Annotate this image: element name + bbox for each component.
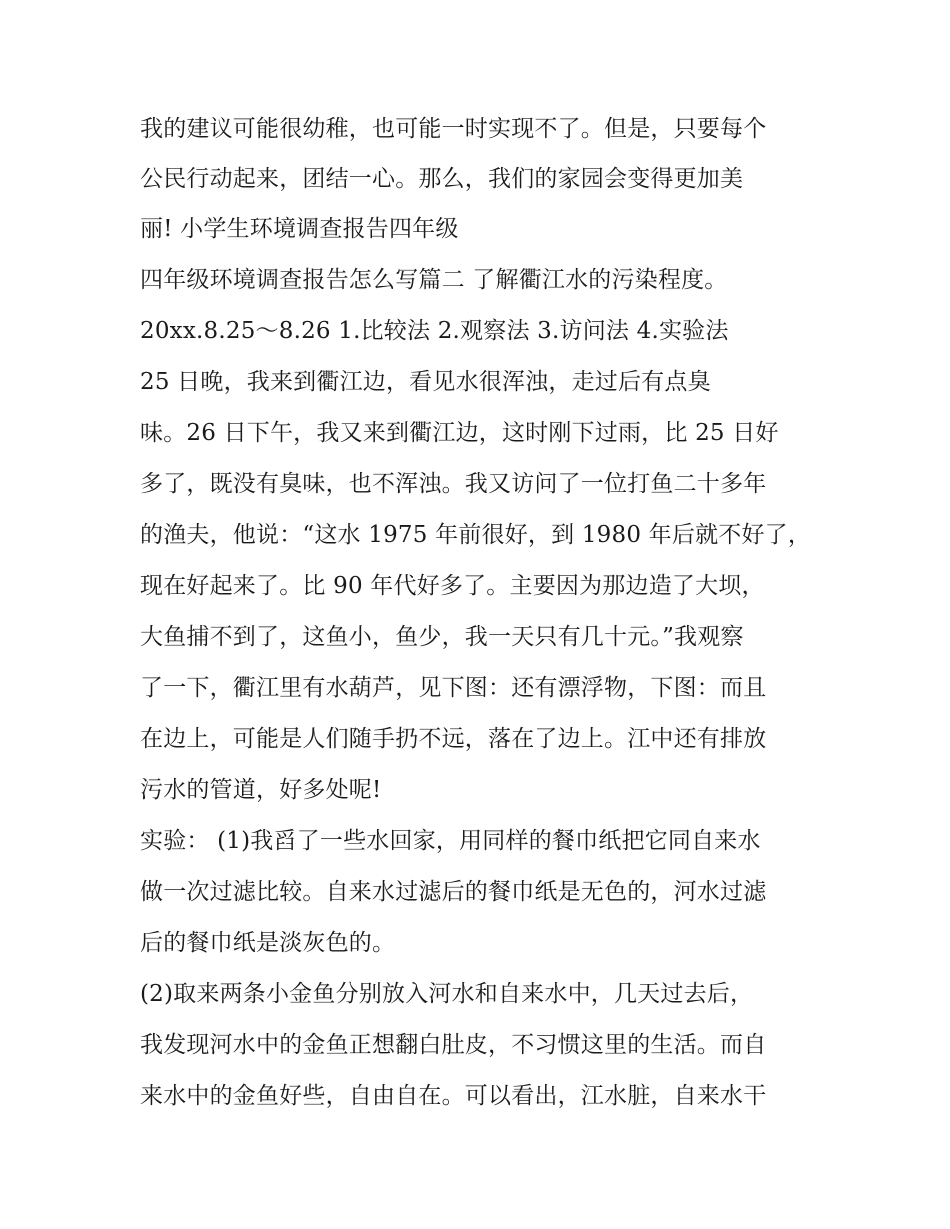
- text-line: 我的建议可能很幼稚，也可能一时实现不了。但是，只要每个: [140, 116, 767, 142]
- text-line: 在边上，可能是人们随手扔不远，落在了边上。江中还有排放: [140, 726, 767, 752]
- text-line: 20xx.8.25～8.26 1.比较法 2.观察法 3.访问法 4.实验法: [140, 318, 729, 344]
- text-line: 来水中的金鱼好些，自由自在。可以看出，江水脏，自来水干: [140, 1083, 767, 1109]
- text-line: 我发现河水中的金鱼正想翻白肚皮，不习惯这里的生活。而自: [140, 1032, 767, 1058]
- text-line: 25 日晚，我来到衢江边，看见水很浑浊，走过后有点臭: [140, 369, 711, 395]
- text-line: 现在好起来了。比 90 年代好多了。主要因为那边造了大坝，: [140, 573, 765, 599]
- text-line: 后的餐巾纸是淡灰色的。: [140, 930, 396, 956]
- text-line: 四年级环境调查报告怎么写篇二 了解衢江水的污染程度。: [140, 267, 728, 293]
- text-line: 味。26 日下午，我又来到衢江边，这时刚下过雨，比 25 日好: [140, 420, 779, 446]
- text-line: 的渔夫，他说：“这水 1975 年前很好，到 1980 年后就不好了，: [140, 522, 812, 548]
- text-line: (2)取来两条小金鱼分别放入河水和自来水中，几天过去后，: [140, 981, 754, 1007]
- text-line: 大鱼捕不到了，这鱼小，鱼少，我一天只有几十元。”我观察: [140, 624, 744, 650]
- text-line: 了一下，衢江里有水葫芦，见下图：还有漂浮物，下图：而且: [140, 675, 767, 701]
- text-line: 实验： (1)我舀了一些水回家，用同样的餐巾纸把它同自来水: [140, 828, 761, 854]
- text-line: 丽! 小学生环境调查报告四年级: [140, 216, 459, 242]
- text-line: 公民行动起来，团结一心。那么，我们的家园会变得更加美: [140, 166, 744, 192]
- text-line: 做一次过滤比较。自来水过滤后的餐巾纸是无色的，河水过滤: [140, 879, 767, 905]
- text-line: 污水的管道，好多处呢!: [140, 777, 382, 803]
- text-line: 多了，既没有臭味，也不浑浊。我又访问了一位打鱼二十多年: [140, 471, 767, 497]
